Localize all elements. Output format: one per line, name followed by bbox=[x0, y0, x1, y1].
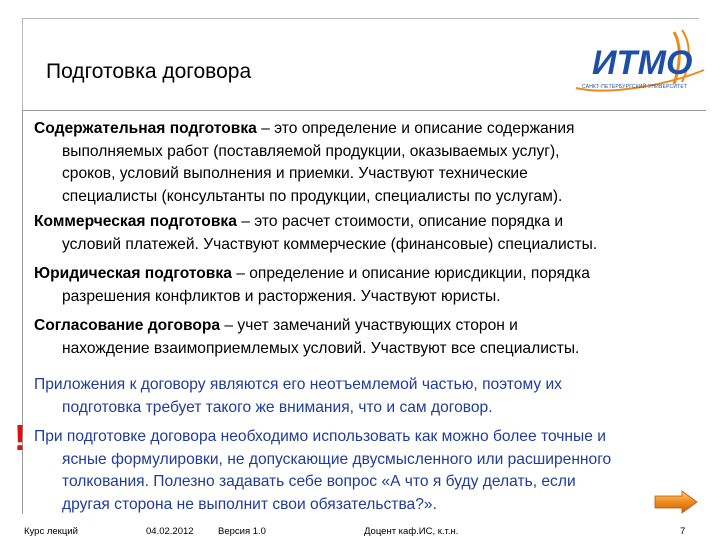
footer-course: Курс лекций bbox=[24, 526, 78, 537]
warning-line: другая сторона не выполнит свои обязательства?». bbox=[62, 495, 437, 513]
warning-line: толкования. Полезно задавать себе вопрос «А что я буду делать, если bbox=[62, 473, 576, 490]
footer-version: Версия 1.0 bbox=[218, 526, 266, 537]
arrow-right-icon[interactable] bbox=[654, 490, 698, 514]
paragraph-line: разрешения конфликтов и расторжения. Участвуют юристы. bbox=[62, 287, 501, 305]
paragraph-commercial-prep bbox=[34, 211, 700, 256]
footer-date: 04.02.2012 bbox=[146, 526, 194, 537]
appendix-line: Приложения к договору являются его неотъемлемой частью, поэтому их bbox=[34, 376, 562, 393]
exclamation-icon: ! bbox=[14, 417, 26, 458]
paragraph-first-line bbox=[34, 118, 700, 141]
paragraph-legal-prep bbox=[34, 263, 700, 308]
term: Согласование договора bbox=[34, 317, 221, 334]
paragraph-line: сроков, условий выполнения и приемки. Участвуют технические bbox=[62, 165, 528, 182]
definition: – учет замечаний участвующих сторон и bbox=[220, 317, 518, 334]
logo-text: ИТМО bbox=[592, 44, 693, 82]
paragraph-first-line bbox=[34, 211, 700, 234]
paragraph-first-line bbox=[34, 315, 700, 338]
definition: – это определение и описание содержания bbox=[256, 120, 575, 137]
paragraph-line: специалисты (консультанты по продукции, специалисты по услугам). bbox=[62, 187, 563, 205]
footer-author: Доцент каф.ИС, к.т.н. bbox=[364, 526, 459, 537]
appendix-note bbox=[34, 374, 700, 419]
definition: – определение и описание юрисдикции, порядка bbox=[231, 265, 590, 282]
term: Юридическая подготовка bbox=[34, 265, 232, 282]
logo-subtitle: САНКТ-ПЕТЕРБУРГСКИЙ УНИВЕРСИТЕТ bbox=[582, 84, 688, 90]
paragraph-first-line bbox=[34, 263, 700, 286]
paragraph-line: выполняемых работ (поставляемой продукции, оказываемых услуг), bbox=[62, 142, 560, 160]
page-number: 7 bbox=[680, 526, 686, 537]
warning-note bbox=[34, 426, 700, 516]
page-title: Подготовка договора bbox=[46, 60, 252, 83]
paragraph-agreement bbox=[34, 315, 700, 360]
paragraph-line: условий платежей. Участвуют коммерческие (финансовые) специалисты. bbox=[62, 235, 598, 253]
term: Коммерческая подготовка bbox=[34, 213, 237, 230]
warning-line: ясные формулировки, не допускающие двусмысленного или расширенного bbox=[62, 450, 612, 468]
definition: – это расчет стоимости, описание порядка и bbox=[236, 213, 564, 230]
appendix-line: подготовка требует такого же внимания, что и сам договор. bbox=[62, 398, 493, 416]
term: Содержательная подготовка bbox=[34, 120, 257, 137]
paragraph-line: нахождение взаимоприемлемых условий. Участвуют все специалисты. bbox=[62, 339, 580, 357]
paragraph-content-prep bbox=[34, 118, 700, 208]
warning-line: При подготовке договора необходимо использовать как можно более точные и bbox=[34, 428, 606, 445]
